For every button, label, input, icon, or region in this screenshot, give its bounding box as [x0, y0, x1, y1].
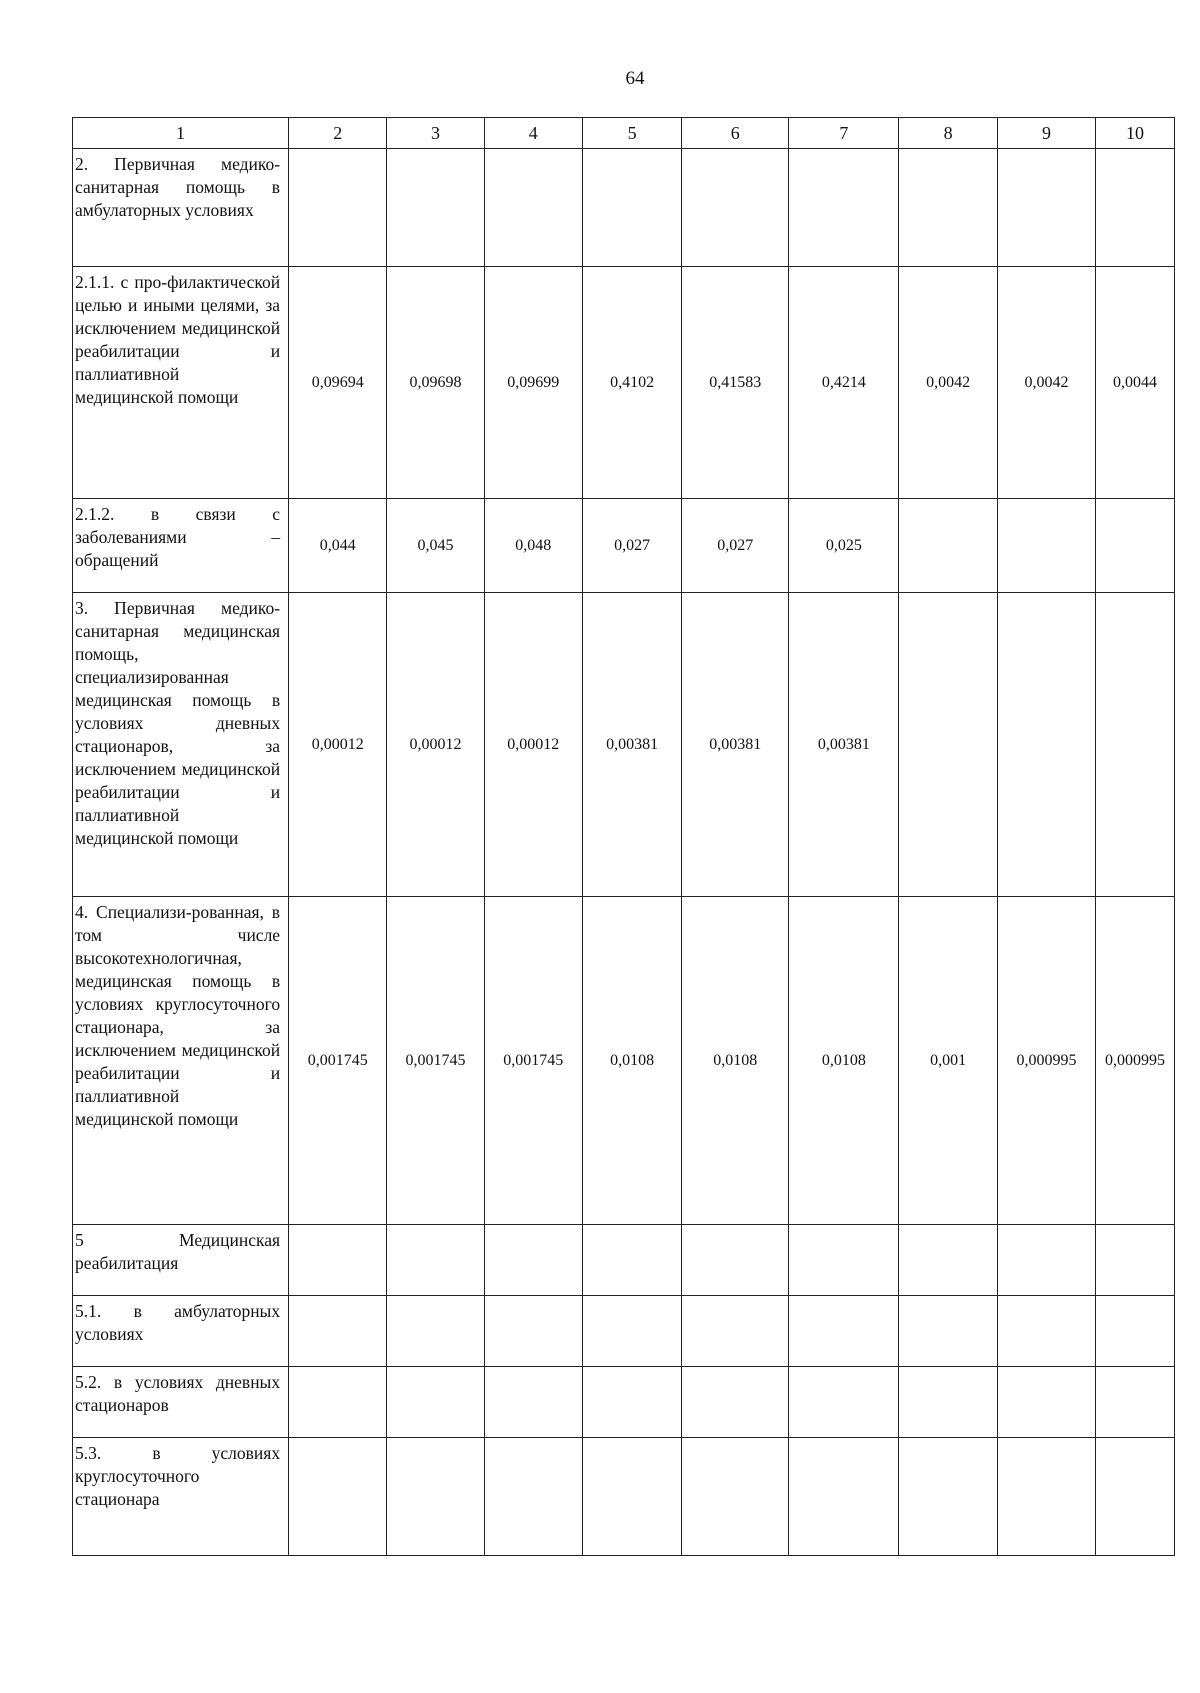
table-body — [73, 149, 1175, 1556]
table-cell — [899, 1438, 997, 1556]
table-cell — [387, 1438, 484, 1556]
row-label: 3. Первичная медико-санитарная медицинская помощь, специализированная медицинская помощь в условиях дневных стационаров, за исключением медицинской реабилитации и паллиативной медицинской помощи — [73, 593, 289, 897]
table-cell — [997, 1225, 1095, 1296]
table-cell — [682, 1367, 789, 1438]
table-row — [73, 897, 1175, 1225]
table-header — [73, 118, 1175, 149]
table-row — [73, 1367, 1175, 1438]
table-cell — [484, 1296, 582, 1367]
table-cell — [997, 1367, 1095, 1438]
table-cell — [289, 1438, 387, 1556]
page-number: 64 — [625, 68, 645, 89]
table-cell — [997, 1296, 1095, 1367]
table-cell — [682, 1296, 789, 1367]
row-label: 2. Первичная медико-санитарная помощь в амбулаторных условиях — [73, 149, 289, 267]
table-cell — [1096, 1225, 1175, 1296]
table-cell — [582, 1438, 681, 1556]
table-cell: 0,044 — [289, 499, 387, 593]
table-cell — [997, 593, 1095, 897]
table-cell — [484, 149, 582, 267]
table-row — [73, 593, 1175, 897]
table-cell — [1096, 499, 1175, 593]
table-cell — [1096, 1438, 1175, 1556]
table-cell — [289, 1296, 387, 1367]
table-cell: 0,027 — [682, 499, 789, 593]
table-cell — [387, 1296, 484, 1367]
table-cell — [899, 1296, 997, 1367]
column-header: 5 — [582, 118, 681, 149]
data-table — [72, 117, 1175, 1556]
table-cell — [289, 1225, 387, 1296]
table-cell — [899, 149, 997, 267]
table-cell — [387, 1367, 484, 1438]
table-cell — [789, 1438, 899, 1556]
table-cell — [484, 1225, 582, 1296]
table-cell — [899, 593, 997, 897]
table-cell: 0,027 — [582, 499, 681, 593]
table-cell: 0,4102 — [582, 267, 681, 499]
table-cell — [997, 499, 1095, 593]
column-header: 7 — [789, 118, 899, 149]
row-label: 2.1.2. в связи с заболеваниями – обращений — [73, 499, 289, 593]
table-cell: 0,09699 — [484, 267, 582, 499]
row-label: 5.1. в амбулаторных условиях — [73, 1296, 289, 1367]
table-cell — [997, 149, 1095, 267]
table-cell — [789, 1367, 899, 1438]
column-header: 10 — [1096, 118, 1175, 149]
table-cell: 0,0108 — [789, 897, 899, 1225]
table-row — [73, 267, 1175, 499]
column-header: 1 — [73, 118, 289, 149]
table-cell — [899, 499, 997, 593]
table-cell — [582, 1367, 681, 1438]
table-row — [73, 1225, 1175, 1296]
table-cell — [582, 1225, 681, 1296]
table-cell: 0,00381 — [582, 593, 681, 897]
table-cell — [682, 1225, 789, 1296]
table-cell — [899, 1367, 997, 1438]
table-cell: 0,00012 — [387, 593, 484, 897]
table-cell: 0,000995 — [1096, 897, 1175, 1225]
table-cell: 0,001745 — [289, 897, 387, 1225]
table-cell: 0,00012 — [484, 593, 582, 897]
table-cell: 0,41583 — [682, 267, 789, 499]
table-cell: 0,0044 — [1096, 267, 1175, 499]
column-header: 3 — [387, 118, 484, 149]
table-cell — [682, 149, 789, 267]
table-cell: 0,4214 — [789, 267, 899, 499]
table-cell: 0,0108 — [582, 897, 681, 1225]
table-row — [73, 499, 1175, 593]
table-cell — [997, 1438, 1095, 1556]
table-cell: 0,00012 — [289, 593, 387, 897]
table-cell: 0,09698 — [387, 267, 484, 499]
table-cell: 0,09694 — [289, 267, 387, 499]
table-cell: 0,000995 — [997, 897, 1095, 1225]
table-cell: 0,025 — [789, 499, 899, 593]
table-cell — [789, 1296, 899, 1367]
column-header: 4 — [484, 118, 582, 149]
table-row — [73, 1438, 1175, 1556]
table-row — [73, 149, 1175, 267]
table-cell — [582, 1296, 681, 1367]
column-header: 6 — [682, 118, 789, 149]
table-cell — [1096, 149, 1175, 267]
table-cell: 0,00381 — [789, 593, 899, 897]
table-cell — [484, 1438, 582, 1556]
table-cell — [899, 1225, 997, 1296]
table-row — [73, 1296, 1175, 1367]
column-header: 8 — [899, 118, 997, 149]
table-cell — [484, 1367, 582, 1438]
table-cell: 0,045 — [387, 499, 484, 593]
table-cell: 0,001745 — [484, 897, 582, 1225]
table-cell: 0,0108 — [682, 897, 789, 1225]
row-label: 5.3. в условиях круглосуточного стационара — [73, 1438, 289, 1556]
table-cell — [387, 1225, 484, 1296]
table-cell: 0,00381 — [682, 593, 789, 897]
table-cell: 0,001745 — [387, 897, 484, 1225]
header-row — [73, 118, 1175, 149]
table-cell — [387, 149, 484, 267]
table-cell — [1096, 1296, 1175, 1367]
table-cell — [1096, 593, 1175, 897]
table-cell — [289, 1367, 387, 1438]
row-label: 2.1.1. с про-филактической целью и иными целями, за исключением медицинской реабилитации и паллиативной медицинской помощи — [73, 267, 289, 499]
table-cell: 0,001 — [899, 897, 997, 1225]
table-cell — [682, 1438, 789, 1556]
table-cell: 0,048 — [484, 499, 582, 593]
table-cell — [789, 149, 899, 267]
table-cell — [582, 149, 681, 267]
table-cell: 0,0042 — [899, 267, 997, 499]
table-cell — [1096, 1367, 1175, 1438]
column-header: 9 — [997, 118, 1095, 149]
column-header: 2 — [289, 118, 387, 149]
table-cell — [289, 149, 387, 267]
table-cell — [789, 1225, 899, 1296]
row-label: 4. Специализи-рованная, в том числе высокотехнологичная, медицинская помощь в условиях круглосуточного стационара, за исключением медицинской реабилитации и паллиативной медицинской помощи — [73, 897, 289, 1225]
table-cell: 0,0042 — [997, 267, 1095, 499]
row-label: 5 Медицинская реабилитация — [73, 1225, 289, 1296]
row-label: 5.2. в условиях дневных стационаров — [73, 1367, 289, 1438]
